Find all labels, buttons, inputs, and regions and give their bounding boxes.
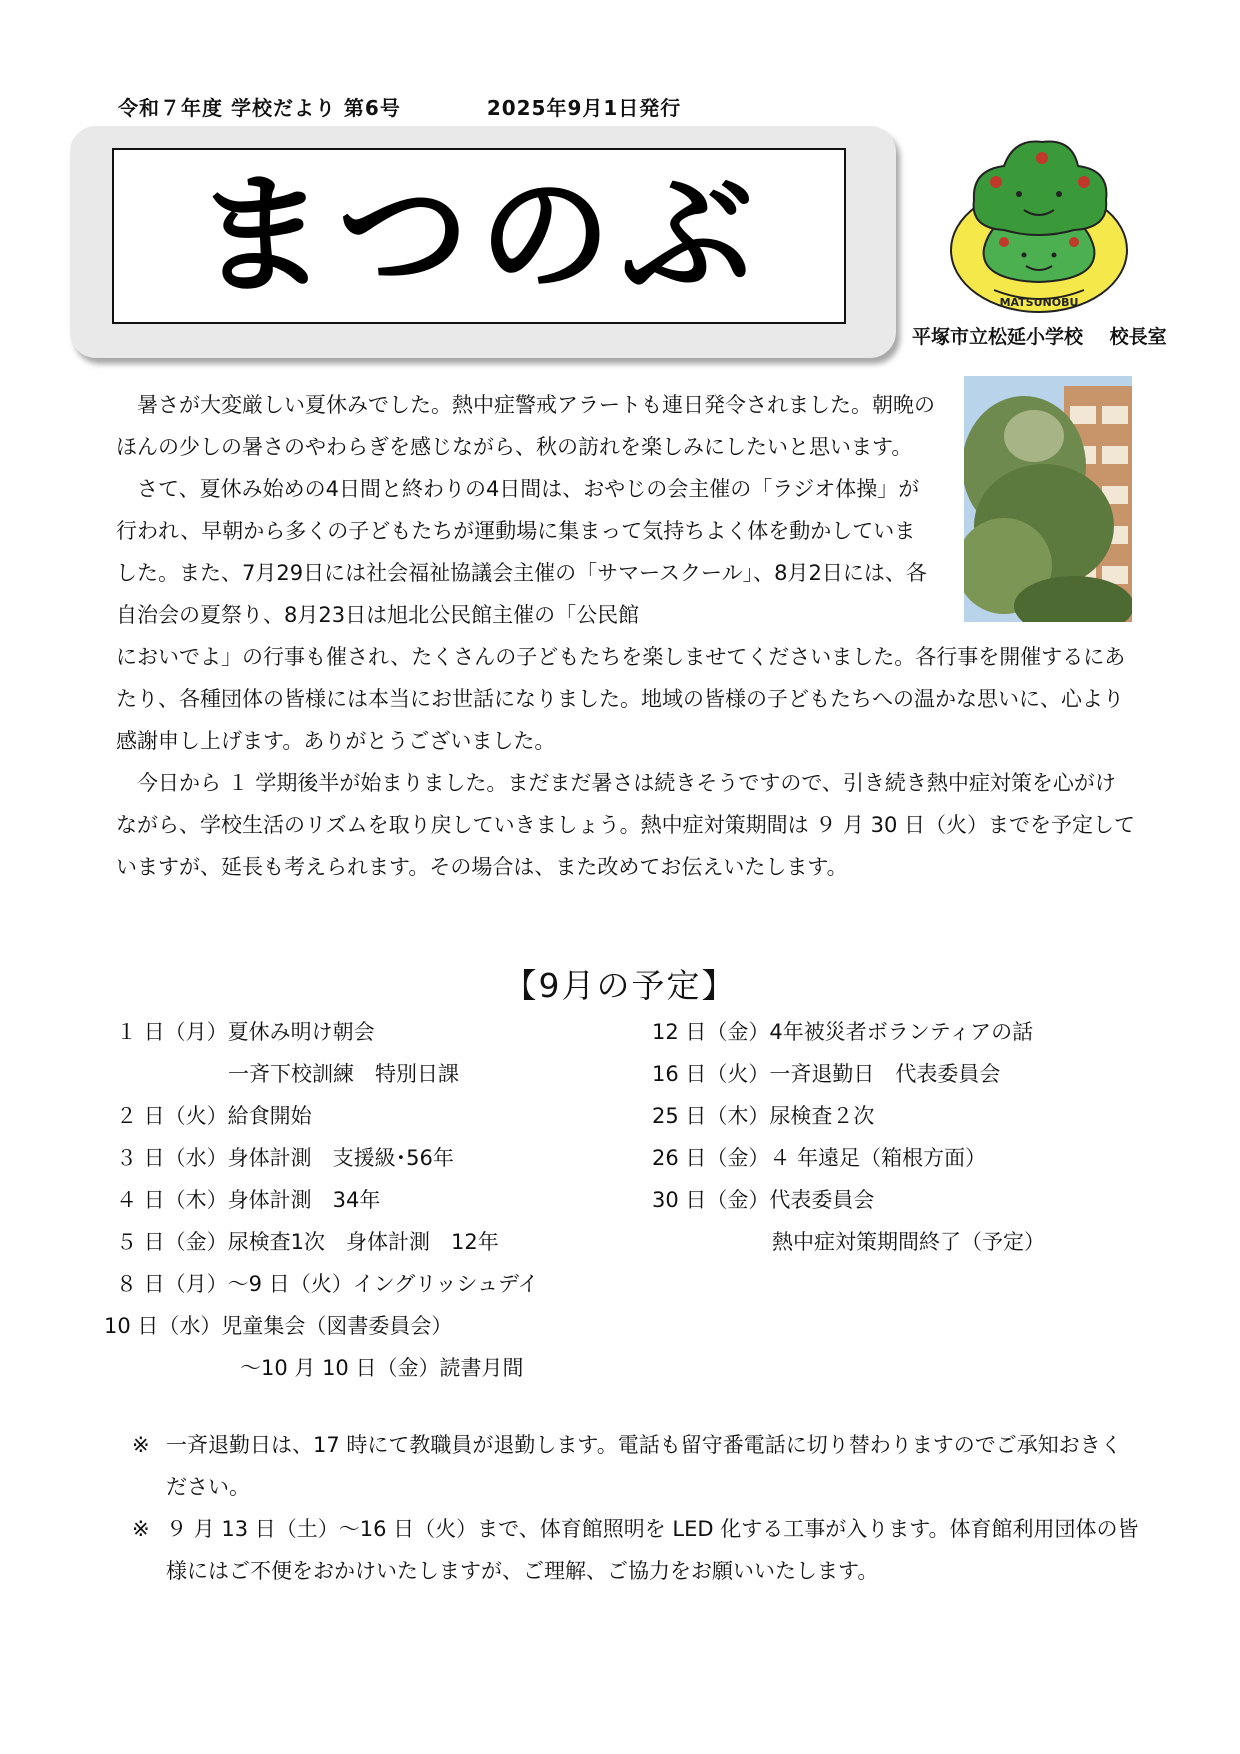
schedule-item: ２ 日（火）給食開始 [116, 1104, 312, 1128]
issue-line [118, 92, 681, 121]
notes [132, 1424, 1142, 1592]
paragraph-second-semester: 今日から １ 学期後半が始まりました。まだまだ暑さは続きそうですので、引き続き熱中症対策を心がけながら、学校生活のリズムを取り戻していきましょう。熱中症対策期間は ９ 月 30 日（火）までを予定していますが、延長も考えられます。その場合は、また改めてお伝えいたします。 [116, 771, 1135, 879]
title-frame [70, 126, 896, 358]
schedule-item: 12 日（金）4年被災者ボランティアの話 [652, 1020, 1034, 1044]
logo-text: MATSUNOBU [999, 296, 1079, 309]
paragraph-summer-events: さて、夏休み始めの4日間と終わりの4日間は、おやじの会主催の「ラジオ体操」が行われ、早朝から多くの子どもたちが運動場に集まって気持ちよく体を動かしていました。また、7月29日には社会福祉協議会主催の「サマースクール」、8月2日には、各自治会の夏祭り、8月23日は旭北公民館主催の「公民館 [116, 477, 927, 627]
paragraph-summer-events-continued: においでよ」の行事も催され、たくさんの子どもたちを楽しませてくださいました。各行事を開催するにあたり、各種団体の皆様には本当にお世話になりました。地域の皆様の子どもたちへの温かな思いに、心より感謝申し上げます。ありがとうございました。 [116, 645, 1126, 753]
note-item [132, 1424, 1142, 1508]
schedule-item: 熱中症対策期間終了（予定） [772, 1230, 1045, 1254]
schedule-item: ８ 日（月）～9 日（火）イングリッシュデイ [116, 1272, 539, 1296]
schedule-item: ４ 日（木）身体計測 34年 [116, 1188, 381, 1212]
title-box [112, 148, 846, 324]
schedule-item: １ 日（月）夏休み明け朝会 [116, 1020, 375, 1044]
issue-number: 令和７年度 学校だより 第6号 [118, 96, 401, 120]
schedule-item: 一斉下校訓練 特別日課 [228, 1062, 459, 1086]
note-text: ９ 月 13 日（土）～16 日（火）まで、体育館照明を LED 化する工事が入ります。体育館利用団体の皆様にはご不便をおかけいたしますが、ご理解、ご協力をお願いいたします。 [166, 1517, 1139, 1583]
note-text: 一斉退勤日は、17 時にて教職員が退勤します。電話も留守番電話に切り替わりますのでご承知おきください。 [166, 1433, 1122, 1499]
schedule-item: 16 日（火）一斉退勤日 代表委員会 [652, 1062, 1001, 1086]
note-mark: ※ [132, 1433, 150, 1457]
schedule-item: ５ 日（金）尿検査1次 身体計測 12年 [116, 1230, 499, 1254]
schedule-right-column [652, 1011, 1152, 1263]
matsunobu-mascot-logo [944, 130, 1134, 320]
schedule-item: 30 日（金）代表委員会 [652, 1188, 875, 1212]
schedule-item: ３ 日（水）身体計測 支援級･56年 [116, 1146, 454, 1170]
body-text [116, 384, 1136, 888]
schedule-left-column [104, 1011, 656, 1389]
issue-date: 2025年9月1日発行 [486, 96, 682, 120]
note-item [132, 1508, 1142, 1592]
school-name [912, 322, 1167, 349]
schedule-item: ～10 月 10 日（金）読書月間 [240, 1356, 524, 1380]
schedule-item: 25 日（木）尿検査２次 [652, 1104, 875, 1128]
note-mark: ※ [132, 1517, 150, 1541]
schedule-title: 【9月の予定】 [503, 966, 737, 1005]
principal-office: 校長室 [1109, 326, 1167, 348]
school-name-text: 平塚市立松延小学校 [912, 326, 1084, 348]
paragraph-greeting: 暑さが大変厳しい夏休みでした。熱中症警戒アラートも連日発令されました。朝晩のほんの少しの暑さのやわらぎを感じながら、秋の訪れを楽しみにしたいと思います。 [116, 393, 935, 459]
schedule-item: 26 日（金）４ 年遠足（箱根方面） [652, 1146, 987, 1170]
newsletter-title: まつのぶ [195, 159, 763, 313]
schedule-item: 10 日（水）児童集会（図書委員会） [104, 1314, 453, 1338]
